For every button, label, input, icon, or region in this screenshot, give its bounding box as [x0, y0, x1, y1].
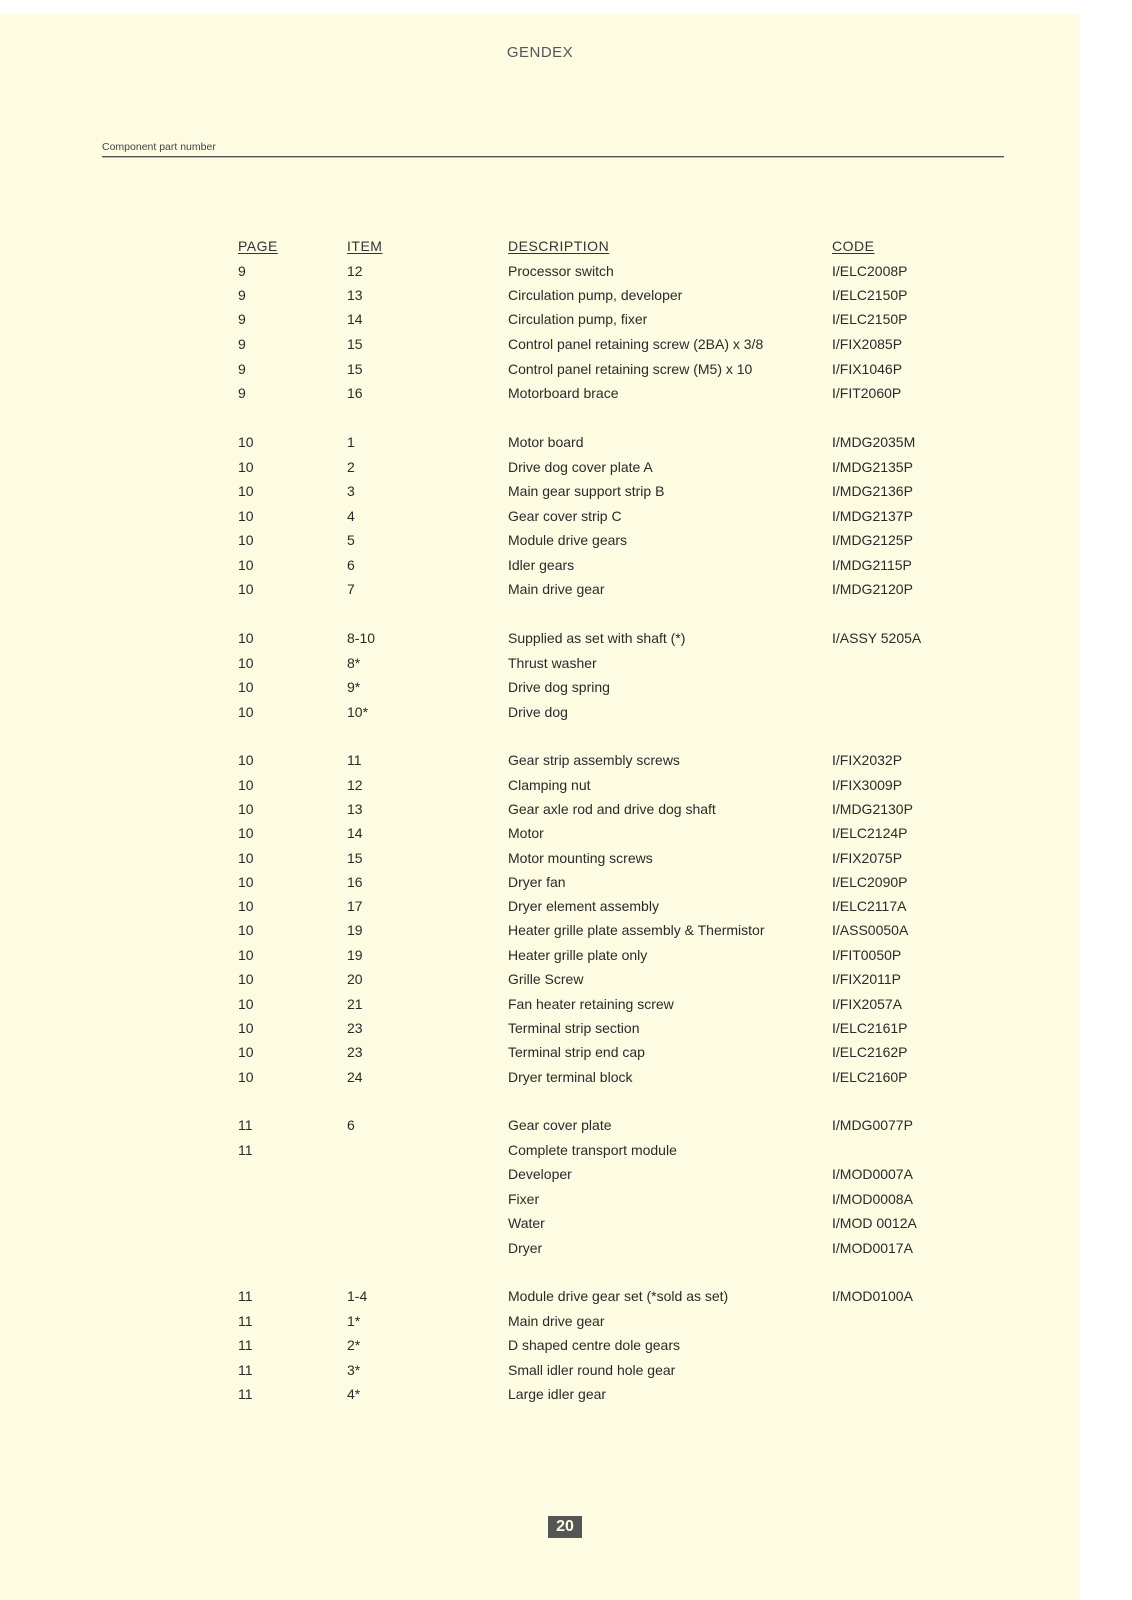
cell-page: 10 — [238, 434, 254, 450]
cell-description: Small idler round hole gear — [508, 1362, 676, 1378]
cell-description: Grille Screw — [508, 971, 584, 987]
cell-item: 7 — [347, 581, 355, 597]
section-title: Component part number — [102, 141, 216, 153]
cell-page: 10 — [238, 922, 254, 938]
cell-description: Terminal strip end cap — [508, 1044, 645, 1060]
cell-item: 13 — [347, 801, 363, 817]
cell-page: 11 — [238, 1142, 253, 1158]
cell-item: 4* — [347, 1386, 361, 1402]
cell-page: 10 — [238, 777, 254, 793]
cell-page: 10 — [238, 704, 254, 720]
cell-description: Dryer element assembly — [508, 898, 659, 914]
cell-description: Clamping nut — [508, 777, 591, 793]
cell-item: 19 — [347, 922, 363, 938]
cell-page: 11 — [238, 1337, 253, 1353]
cell-item: 6 — [347, 557, 355, 573]
cell-item: 19 — [347, 947, 363, 963]
cell-page: 10 — [238, 825, 254, 841]
cell-description: Fan heater retaining screw — [508, 996, 674, 1012]
cell-page: 10 — [238, 483, 254, 499]
cell-item: 6 — [347, 1117, 355, 1133]
cell-description: Motor mounting screws — [508, 850, 653, 866]
cell-item: 4 — [347, 508, 355, 524]
cell-page: 10 — [238, 898, 254, 914]
cell-description: Water — [508, 1215, 545, 1231]
cell-page: 10 — [238, 508, 254, 524]
cell-page: 10 — [238, 532, 254, 548]
cell-description: Control panel retaining screw (M5) x 10 — [508, 361, 753, 377]
cell-description: Motor board — [508, 434, 584, 450]
cell-code: I/FIX2011P — [832, 971, 902, 987]
cell-code: I/MOD0017A — [832, 1240, 913, 1256]
cell-page: 9 — [238, 263, 246, 279]
cell-page: 10 — [238, 655, 254, 671]
cell-page: 10 — [238, 679, 254, 695]
cell-page: 11 — [238, 1288, 253, 1304]
cell-item: 3 — [347, 483, 355, 499]
cell-item: 16 — [347, 874, 363, 890]
cell-item: 9* — [347, 679, 361, 695]
cell-item: 3* — [347, 1362, 361, 1378]
header-item: ITEM — [347, 238, 383, 254]
cell-description: Idler gears — [508, 557, 575, 573]
cell-description: Fixer — [508, 1191, 540, 1207]
cell-code: I/ELC2117A — [832, 898, 907, 914]
cell-page: 9 — [238, 287, 246, 303]
cell-description: Control panel retaining screw (2BA) x 3/8 — [508, 336, 764, 352]
cell-code: I/MDG2115P — [832, 557, 912, 573]
cell-item: 21 — [347, 996, 363, 1012]
cell-page: 10 — [238, 459, 254, 475]
cell-page: 11 — [238, 1386, 253, 1402]
cell-page: 11 — [238, 1117, 253, 1133]
cell-item: 2* — [347, 1337, 361, 1353]
cell-description: Motorboard brace — [508, 385, 619, 401]
cell-item: 23 — [347, 1020, 363, 1036]
header-rule — [102, 156, 1004, 157]
cell-code: I/MDG0077P — [832, 1117, 913, 1133]
cell-description: Supplied as set with shaft (*) — [508, 630, 686, 646]
cell-description: Complete transport module — [508, 1142, 677, 1158]
cell-description: Gear axle rod and drive dog shaft — [508, 801, 716, 817]
cell-description: Main gear support strip B — [508, 483, 665, 499]
cell-description: Main drive gear — [508, 581, 605, 597]
cell-description: Circulation pump, developer — [508, 287, 683, 303]
cell-page: 9 — [238, 311, 246, 327]
cell-description: Drive dog cover plate A — [508, 459, 653, 475]
cell-code: I/MOD0008A — [832, 1191, 913, 1207]
cell-description: Gear cover strip C — [508, 508, 622, 524]
cell-item: 2 — [347, 459, 355, 475]
cell-page: 10 — [238, 947, 254, 963]
cell-code: I/ELC2090P — [832, 874, 908, 890]
cell-page: 10 — [238, 850, 254, 866]
cell-description: Motor — [508, 825, 544, 841]
cell-code: I/MDG2125P — [832, 532, 913, 548]
cell-code: I/FIX2075P — [832, 850, 903, 866]
cell-item: 20 — [347, 971, 363, 987]
cell-item: 12 — [347, 777, 363, 793]
cell-page: 10 — [238, 630, 254, 646]
cell-item: 13 — [347, 287, 363, 303]
cell-code: I/FIX1046P — [832, 361, 903, 377]
cell-description: Dryer terminal block — [508, 1069, 633, 1085]
header-description: DESCRIPTION — [508, 238, 610, 254]
cell-item: 12 — [347, 263, 363, 279]
cell-code: I/ELC2161P — [832, 1020, 908, 1036]
cell-code: I/ASS0050A — [832, 922, 909, 938]
cell-page: 10 — [238, 1044, 254, 1060]
cell-page: 11 — [238, 1362, 253, 1378]
cell-code: I/ELC2162P — [832, 1044, 908, 1060]
cell-item: 24 — [347, 1069, 363, 1085]
cell-item: 16 — [347, 385, 363, 401]
cell-item: 14 — [347, 311, 363, 327]
cell-code: I/MDG2135P — [832, 459, 913, 475]
cell-description: D shaped centre dole gears — [508, 1337, 680, 1353]
cell-description: Developer — [508, 1166, 572, 1182]
cell-code: I/FIT2060P — [832, 385, 902, 401]
cell-page: 10 — [238, 752, 254, 768]
cell-item: 8* — [347, 655, 361, 671]
page-number: 20 — [548, 1516, 582, 1538]
cell-code: I/MDG2120P — [832, 581, 913, 597]
cell-description: Module drive gears — [508, 532, 628, 548]
cell-code: I/MOD0100A — [832, 1288, 913, 1304]
cell-page: 11 — [238, 1313, 253, 1329]
cell-code: I/FIX2057A — [832, 996, 903, 1012]
cell-item: 10* — [347, 704, 369, 720]
header-code: CODE — [832, 238, 875, 254]
cell-code: I/MDG2130P — [832, 801, 913, 817]
cell-item: 23 — [347, 1044, 363, 1060]
cell-page: 9 — [238, 361, 246, 377]
cell-code: I/ELC2150P — [832, 311, 908, 327]
cell-description: Gear strip assembly screws — [508, 752, 680, 768]
cell-item: 1-4 — [347, 1288, 368, 1304]
cell-description: Dryer fan — [508, 874, 566, 890]
cell-code: I/FIT0050P — [832, 947, 902, 963]
cell-code: I/ELC2124P — [832, 825, 908, 841]
cell-code: I/FIX2032P — [832, 752, 903, 768]
cell-page: 9 — [238, 336, 246, 352]
cell-item: 8-10 — [347, 630, 376, 646]
cell-code: I/MDG2137P — [832, 508, 913, 524]
cell-item: 1* — [347, 1313, 361, 1329]
cell-item: 5 — [347, 532, 355, 548]
brand-header: GENDEX — [506, 44, 574, 61]
cell-description: Heater grille plate only — [508, 947, 648, 963]
cell-page: 10 — [238, 996, 254, 1012]
cell-page: 10 — [238, 557, 254, 573]
cell-code: I/MDG2136P — [832, 483, 913, 499]
cell-code: I/ASSY 5205A — [832, 630, 922, 646]
cell-description: Drive dog spring — [508, 679, 610, 695]
cell-description: Module drive gear set (*sold as set) — [508, 1288, 729, 1304]
cell-item: 1 — [347, 434, 355, 450]
cell-item: 15 — [347, 361, 363, 377]
cell-page: 9 — [238, 385, 246, 401]
cell-description: Gear cover plate — [508, 1117, 612, 1133]
cell-item: 17 — [347, 898, 363, 914]
cell-description: Processor switch — [508, 263, 614, 279]
cell-description: Large idler gear — [508, 1386, 607, 1402]
cell-code: I/MDG2035M — [832, 434, 916, 450]
cell-item: 15 — [347, 850, 363, 866]
cell-page: 10 — [238, 971, 254, 987]
cell-description: Thrust washer — [508, 655, 597, 671]
cell-page: 10 — [238, 1020, 254, 1036]
cell-description: Main drive gear — [508, 1313, 605, 1329]
cell-item: 14 — [347, 825, 363, 841]
cell-description: Drive dog — [508, 704, 568, 720]
cell-description: Heater grille plate assembly & Thermistor — [508, 922, 765, 938]
cell-code: I/MOD0007A — [832, 1166, 913, 1182]
cell-page: 10 — [238, 874, 254, 890]
cell-description: Terminal strip section — [508, 1020, 640, 1036]
cell-description: Circulation pump, fixer — [508, 311, 648, 327]
cell-code: I/ELC2008P — [832, 263, 908, 279]
cell-page: 10 — [238, 1069, 254, 1085]
cell-code: I/ELC2160P — [832, 1069, 908, 1085]
header-page: PAGE — [238, 238, 278, 254]
cell-code: I/ELC2150P — [832, 287, 908, 303]
cell-code: I/FIX2085P — [832, 336, 903, 352]
cell-description: Dryer — [508, 1240, 543, 1256]
cell-item: 15 — [347, 336, 363, 352]
cell-code: I/FIX3009P — [832, 777, 903, 793]
cell-code: I/MOD 0012A — [832, 1215, 917, 1231]
cell-item: 11 — [347, 752, 362, 768]
cell-page: 10 — [238, 581, 254, 597]
cell-page: 10 — [238, 801, 254, 817]
